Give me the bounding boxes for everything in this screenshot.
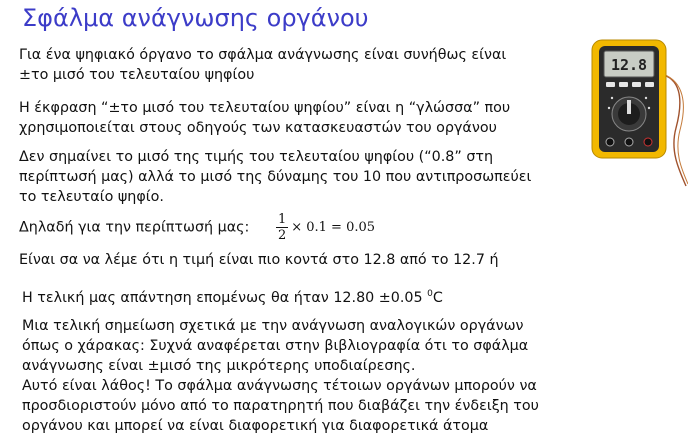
- text-line: περίπτωσή μας) αλλά το μισό της δύναμης του 10 που αντιπροσωπεύει: [19, 169, 532, 185]
- paragraph-meaning: [19, 147, 531, 207]
- multimeter-image: [588, 38, 688, 188]
- fraction-numerator: 1: [277, 212, 287, 227]
- paragraph-digital-reading: [19, 45, 506, 85]
- text-line: Μια τελική σημείωση σχετικά με την ανάγνωση αναλογικών οργάνων: [22, 318, 524, 334]
- text-line: χρησιμοποιείται στους οδηγούς των κατασκευαστών του οργάνου: [19, 120, 497, 136]
- formula: [276, 212, 375, 243]
- paragraph-interpretation: Είναι σα να λέμε ότι η τιμή είναι πιο κοντά στο 12.8 από το 12.7 ή: [19, 252, 499, 268]
- example-label: Δηλαδή για την περίπτωσή μας:: [19, 219, 250, 236]
- text-line: Αυτό είναι λάθος! Το σφάλμα ανάγνωσης τέτοιων οργάνων μπορούν να: [22, 378, 537, 394]
- paragraph-analog-note: [22, 316, 539, 436]
- formula-rest: × 0.1 = 0.05: [291, 220, 376, 235]
- text-line: όπως ο χάρακας: Συχνά αναφέρεται στην βιβλιογραφία ότι το σφάλμα: [22, 338, 529, 354]
- text-line: ±το μισό του τελευταίου ψηφίου: [19, 67, 255, 83]
- page-title: Σφάλμα ανάγνωσης οργάνου: [22, 4, 369, 32]
- degree-sup: 0: [427, 289, 433, 299]
- unit: C: [432, 289, 443, 306]
- answer-text: Η τελική μας απάντηση επομένως θα ήταν 12.80 ±0.05: [22, 289, 428, 306]
- text-line: Η έκφραση “±το μισό του τελευταίου ψηφίου” είναι η “γλώσσα” που: [19, 100, 511, 116]
- text-line: Δεν σημαίνει το μισό της τιμής του τελευταίου ψηφίου (“0.8” στη: [19, 149, 494, 165]
- text-line: ανάγνωσης είναι ±μισό της μικρότερης υποδιαίρεσης.: [22, 358, 416, 374]
- fraction-denominator: 2: [277, 228, 287, 243]
- fraction: [276, 212, 288, 243]
- paragraph-example: [19, 212, 375, 243]
- text-line: προσδιοριστούν μόνο από το παρατηρητή που διαβάζει την ένδειξη του: [22, 398, 539, 414]
- text-line: οργάνου και μπορεί να είναι διαφορετική για διαφορετικά άτομα: [22, 418, 489, 434]
- text-line: Για ένα ψηφιακό όργανο το σφάλμα ανάγνωσης είναι συνήθως είναι: [19, 47, 507, 63]
- paragraph-manufacturer-language: [19, 98, 510, 138]
- meter-display: 12.8: [610, 56, 648, 74]
- text-line: το τελευταίο ψηφίο.: [19, 189, 164, 205]
- multimeter-icon: [588, 38, 688, 188]
- paragraph-final-answer: [22, 284, 443, 308]
